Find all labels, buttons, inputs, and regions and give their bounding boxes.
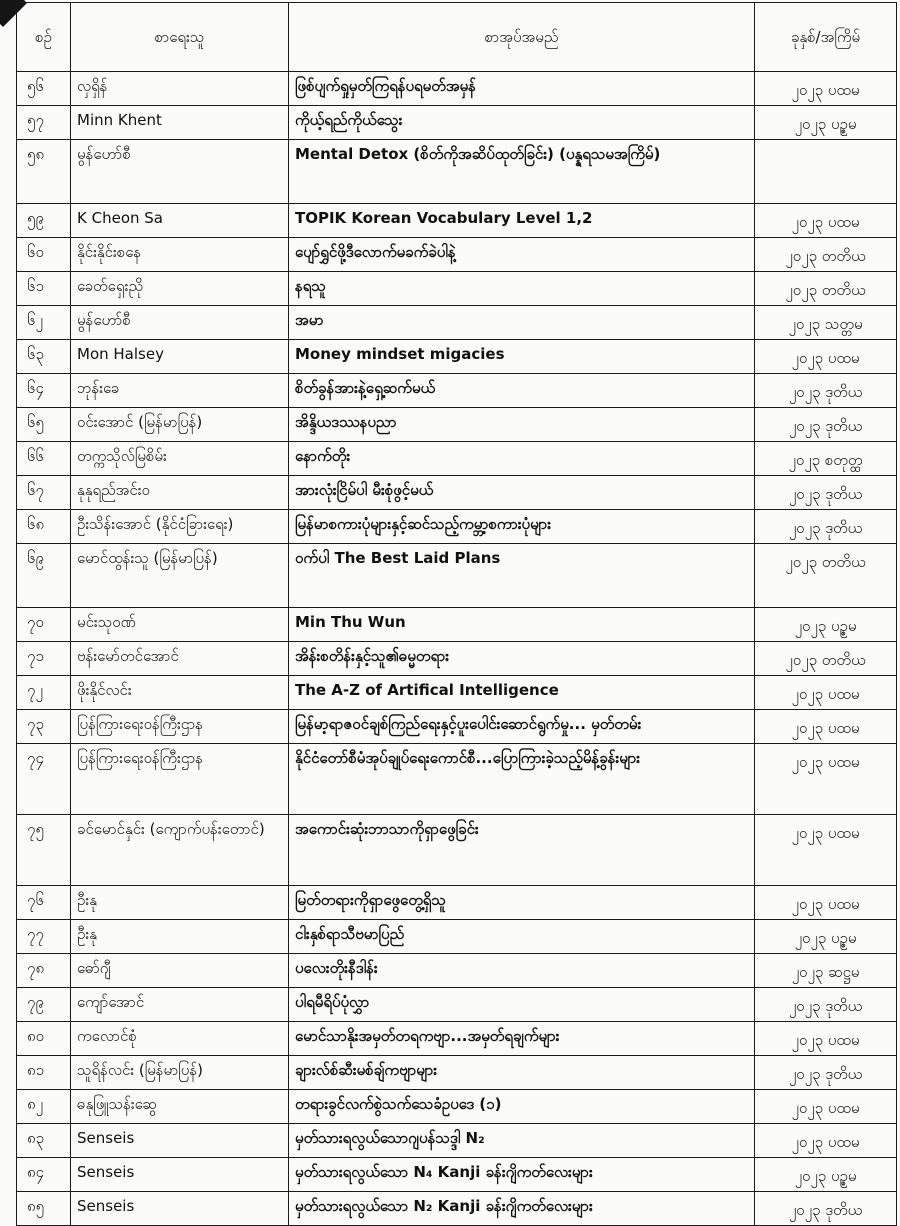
row-author: ပြန်ကြားရေးဝန်ကြီးဌာန xyxy=(71,710,289,744)
row-title: မြတ်တရားကိုရှာဖွေတွေ့ရှိသူ xyxy=(289,886,755,920)
row-author: မင်းသုဝဏ် xyxy=(71,608,289,642)
row-author: ကျော်အောင် xyxy=(71,988,289,1022)
row-author: သူရိန်လင်း (မြန်မာပြန်) xyxy=(71,1056,289,1090)
row-edition: ၂၀၂၃ ဒုတိယ xyxy=(755,408,897,442)
row-title: ဝက်ပါ The Best Laid Plans xyxy=(289,544,755,608)
row-edition: ၂၀၂၃ ပထမ xyxy=(755,1022,897,1056)
row-no: ၆၀ xyxy=(17,238,71,272)
table-row xyxy=(17,374,897,408)
row-no: ၅၉ xyxy=(17,204,71,238)
row-no: ၆၅ xyxy=(17,408,71,442)
row-author: နုနုရည်အင်းဝ xyxy=(71,476,289,510)
table-row xyxy=(17,72,897,106)
row-edition: ၂၀၂၃ တတိယ xyxy=(755,238,897,272)
row-author: ပြန်ကြားရေးဝန်ကြီးဌာန xyxy=(71,744,289,815)
table-row xyxy=(17,340,897,374)
row-title: အားလုံးငြိမ်ပါ မီးစုံဖွင့်မယ် xyxy=(289,476,755,510)
row-author: တက္ကသိုလ်မြစိမ်း xyxy=(71,442,289,476)
row-edition: ၂၀၂၃ ပထမ xyxy=(755,340,897,374)
row-author: ဓော်ဂျီ xyxy=(71,954,289,988)
row-no: ၇၉ xyxy=(17,988,71,1022)
table-row xyxy=(17,1090,897,1124)
row-title: နောက်တိုး xyxy=(289,442,755,476)
row-edition: ၂၀၂၃ ဒုတိယ xyxy=(755,510,897,544)
row-author: ခေတ်ရှေးညို xyxy=(71,272,289,306)
row-author: Minn Khent xyxy=(71,106,289,140)
row-author: ဦးသိန်းအောင် (နိုင်ငံခြားရေး) xyxy=(71,510,289,544)
table-row xyxy=(17,920,897,954)
row-no: ၇၅ xyxy=(17,815,71,886)
row-title: နိုင်ငံတော်စီမံအုပ်ချုပ်ရေးကောင်စီ...ပြောကြားခဲ့သည့်မိန့်ခွန်းများ xyxy=(289,744,755,815)
row-edition: ၂၀၂၃ ပထမ xyxy=(755,1124,897,1158)
row-no: ၆၃ xyxy=(17,340,71,374)
table-row xyxy=(17,1022,897,1056)
table-row xyxy=(17,238,897,272)
row-edition: ၂၀၂၃ ပထမ xyxy=(755,710,897,744)
row-title: Mental Detox (စိတ်ကိုအဆိပ်ထုတ်ခြင်း) (ပန္နရသမအကြိမ်) xyxy=(289,140,755,204)
row-author: ဘုန်းခေ xyxy=(71,374,289,408)
row-edition: ၂၀၂၃ တတိယ xyxy=(755,642,897,676)
row-author: Senseis xyxy=(71,1124,289,1158)
row-edition: ၂၀၂၃ ပထမ xyxy=(755,886,897,920)
table-row xyxy=(17,106,897,140)
table-row xyxy=(17,510,897,544)
table-row xyxy=(17,886,897,920)
table-row xyxy=(17,988,897,1022)
row-no: ၆၇ xyxy=(17,476,71,510)
table-row xyxy=(17,676,897,710)
row-title: စိတ်ခွန်အားနဲ့ရှေ့ဆက်မယ် xyxy=(289,374,755,408)
row-no: ၆၆ xyxy=(17,442,71,476)
row-edition: ၂၀၂၃ ပထမ xyxy=(755,204,897,238)
row-no: ၆၂ xyxy=(17,306,71,340)
table-row xyxy=(17,1056,897,1090)
row-title: မှတ်သားရလွယ်သောဂျပန်သဒ္ဒါ N₂ xyxy=(289,1124,755,1158)
row-title: အမာ xyxy=(289,306,755,340)
table-row xyxy=(17,272,897,306)
row-author: ဖိုးနိုင်လင်း xyxy=(71,676,289,710)
row-edition: ၂၀၂၃ တတိယ xyxy=(755,544,897,608)
row-edition: ၂၀၂၃ ပဥ္စမ xyxy=(755,106,897,140)
row-edition: ၂၀၂၃ ဒုတိယ xyxy=(755,1192,897,1226)
row-title: မြန်မာစကားပုံများနှင့်ဆင်သည့်ကမ္ဘာ့စကားပုံများ xyxy=(289,510,755,544)
table-row xyxy=(17,710,897,744)
row-no: ၆၈ xyxy=(17,510,71,544)
row-author: ဓနုဖြူသန်းဆွေ xyxy=(71,1090,289,1124)
row-edition: ၂၀၂၃ ပထမ xyxy=(755,1090,897,1124)
row-title: မောင်သာနိုးအမှတ်တရကဗျာ...အမှတ်ရချက်များ xyxy=(289,1022,755,1056)
row-no: ၇၁ xyxy=(17,642,71,676)
table-header-row xyxy=(17,3,897,72)
book-list-table xyxy=(16,2,897,1226)
table-row xyxy=(17,306,897,340)
table-row xyxy=(17,1192,897,1226)
row-author: K Cheon Sa xyxy=(71,204,289,238)
row-title: TOPIK Korean Vocabulary Level 1,2 xyxy=(289,204,755,238)
row-author: ဝင်းအောင် (မြန်မာပြန်) xyxy=(71,408,289,442)
row-no: ၅၆ xyxy=(17,72,71,106)
row-title: ပါရမီရိပ်ပုံလွှာ xyxy=(289,988,755,1022)
header-author: စာရေးသူ xyxy=(71,3,289,72)
row-title: ပျော်ရွှင်ဖို့ဒီလောက်မခက်ခဲပါနဲ့ xyxy=(289,238,755,272)
table-row xyxy=(17,744,897,815)
row-edition: ၂၀၂၃ ပဥ္စမ xyxy=(755,920,897,954)
row-no: ၈၁ xyxy=(17,1056,71,1090)
table-row xyxy=(17,1124,897,1158)
row-title: နရသူ xyxy=(289,272,755,306)
row-author: ခင်မောင်နှင်း (ကျောက်ပန်းတောင်) xyxy=(71,815,289,886)
header-edition: ခုနှစ်/အကြိမ် xyxy=(755,3,897,72)
row-edition: ၂၀၂၃ စတုတ္ထ xyxy=(755,442,897,476)
row-author: မွန်ဟော်စီ xyxy=(71,306,289,340)
row-edition: ၂၀၂၃ ဒုတိယ xyxy=(755,988,897,1022)
row-edition: ၂၀၂၃ ပဥ္စမ xyxy=(755,608,897,642)
row-no: ၈၂ xyxy=(17,1090,71,1124)
row-no: ၅၈ xyxy=(17,140,71,204)
row-author: နိုင်းနိုင်းစနေ xyxy=(71,238,289,272)
row-title: ဖြစ်ပျက်ရှုမှတ်ကြရန်ပရမတ်အမှန် xyxy=(289,72,755,106)
row-no: ၆၉ xyxy=(17,544,71,608)
row-author: Mon Halsey xyxy=(71,340,289,374)
row-title: ချားလ်စ်ဆီးမစ်ချ်ကဗျာများ xyxy=(289,1056,755,1090)
header-title: စာအုပ်အမည် xyxy=(289,3,755,72)
row-edition: ၂၀၂၃ တတိယ xyxy=(755,272,897,306)
row-edition: ၂၀၂၃ ဒုတိယ xyxy=(755,1056,897,1090)
table-row xyxy=(17,544,897,608)
table-row xyxy=(17,476,897,510)
row-no: ၈၅ xyxy=(17,1192,71,1226)
row-author: Senseis xyxy=(71,1158,289,1192)
row-no: ၈၄ xyxy=(17,1158,71,1192)
row-title: တရားခွင်လက်စွဲသက်သေခံဥပဒေ (၁) xyxy=(289,1090,755,1124)
row-no: ၆၄ xyxy=(17,374,71,408)
row-edition: ၂၀၂၃ ဒုတိယ xyxy=(755,374,897,408)
row-author: ဦးနု xyxy=(71,920,289,954)
table-row xyxy=(17,1158,897,1192)
table-row xyxy=(17,815,897,886)
table-row xyxy=(17,954,897,988)
row-edition: ၂၀၂၃ ပထမ xyxy=(755,72,897,106)
row-title: Min Thu Wun xyxy=(289,608,755,642)
row-title: ငါးနှစ်ရာသီဗမာပြည် xyxy=(289,920,755,954)
row-author: ဦးနု xyxy=(71,886,289,920)
row-author: ကလောင်စုံ xyxy=(71,1022,289,1056)
table-row xyxy=(17,642,897,676)
row-author: Senseis xyxy=(71,1192,289,1226)
row-no: ၅၇ xyxy=(17,106,71,140)
row-edition: ၂၀၂၃ ပဥ္စမ xyxy=(755,1158,897,1192)
table-row xyxy=(17,442,897,476)
row-no: ၈၃ xyxy=(17,1124,71,1158)
row-no: ၇၃ xyxy=(17,710,71,744)
row-no: ၈၀ xyxy=(17,1022,71,1056)
row-title: Money mindset migacies xyxy=(289,340,755,374)
row-title: မှတ်သားရလွယ်သော N₄ Kanji ခန်းဂျိကတ်လေးများ xyxy=(289,1158,755,1192)
row-edition: ၂၀၂၃ ပထမ xyxy=(755,744,897,815)
row-no: ၇၆ xyxy=(17,886,71,920)
row-title: အကောင်းဆုံးဘာသာကိုရှာဖွေခြင်း xyxy=(289,815,755,886)
row-edition: ၂၀၂၃ ဒုတိယ xyxy=(755,476,897,510)
row-no: ၇၇ xyxy=(17,920,71,954)
row-no: ၇၄ xyxy=(17,744,71,815)
table-row xyxy=(17,608,897,642)
row-no: ၇၀ xyxy=(17,608,71,642)
row-edition: ၂၀၂၃ သတ္တမ xyxy=(755,306,897,340)
table-row xyxy=(17,204,897,238)
table-row xyxy=(17,140,897,204)
row-title: မြန်မာ့ရာဇဝင်ချစ်ကြည်ရေးနှင့်ပူးပေါင်းဆောင်ရွက်မှု... မှတ်တမ်း xyxy=(289,710,755,744)
row-title: မှတ်သားရလွယ်သော N₂ Kanji ခန်းဂျိကတ်လေးများ xyxy=(289,1192,755,1226)
row-author: လှရှိန် xyxy=(71,72,289,106)
row-no: ၆၁ xyxy=(17,272,71,306)
row-title: အိန်းစတိန်းနှင့်သူ၏ဓမ္မတရား xyxy=(289,642,755,676)
header-no: စဉ် xyxy=(17,3,71,72)
row-author: မွန်ဟော်စီ xyxy=(71,140,289,204)
row-title: The A-Z of Artifical Intelligence xyxy=(289,676,755,710)
row-author: ဗန်းမော်တင်အောင် xyxy=(71,642,289,676)
row-no: ၇၂ xyxy=(17,676,71,710)
row-edition xyxy=(755,140,897,204)
row-edition: ၂၀၂၃ ဆဋ္ဌမ xyxy=(755,954,897,988)
row-edition: ၂၀၂၃ ပထမ xyxy=(755,676,897,710)
row-title: ကိုယ့်ရည်ကိုယ်သွေး xyxy=(289,106,755,140)
row-no: ၇၈ xyxy=(17,954,71,988)
row-title: ပလေးတိုးနီဒါန်း xyxy=(289,954,755,988)
row-edition: ၂၀၂၃ ပထမ xyxy=(755,815,897,886)
row-author: မောင်ထွန်းသူ (မြန်မာပြန်) xyxy=(71,544,289,608)
table-row xyxy=(17,408,897,442)
row-title: အိန္ဒိယဒဿနပညာ xyxy=(289,408,755,442)
